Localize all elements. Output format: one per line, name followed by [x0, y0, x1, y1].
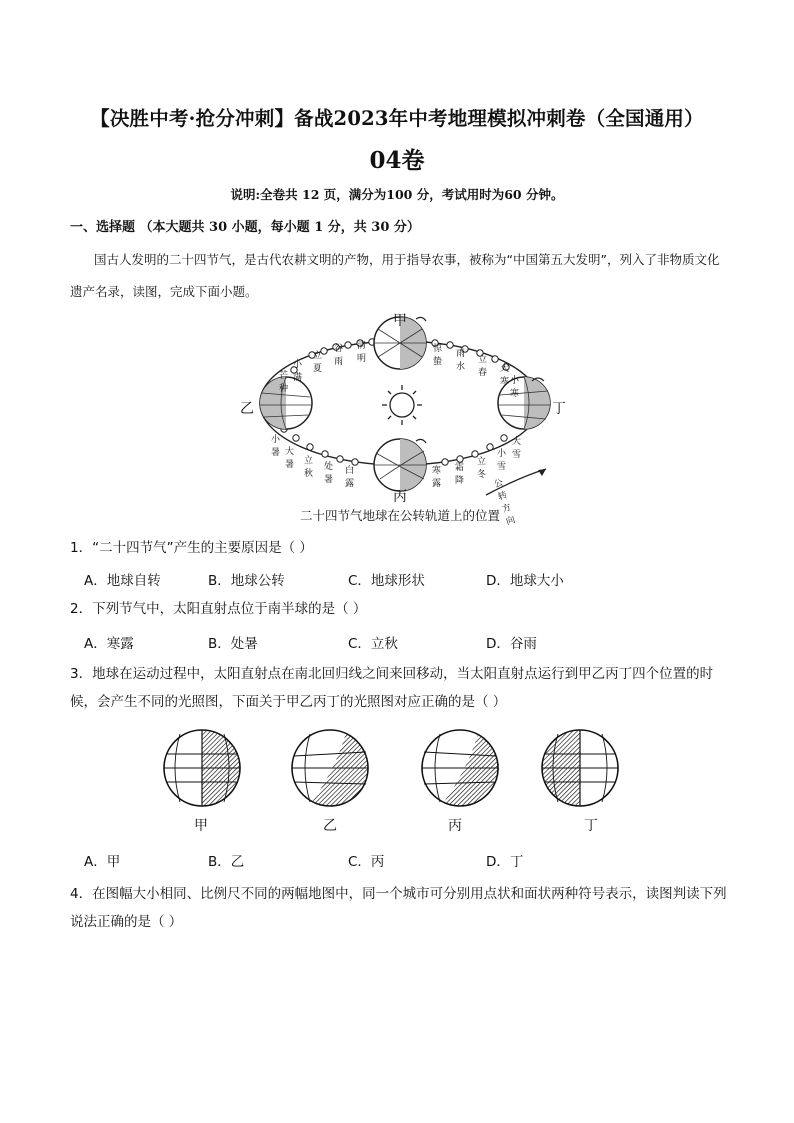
option-d[interactable]: D．谷雨: [486, 636, 537, 652]
sun-icon: [382, 385, 422, 425]
term-label: 大暑: [285, 447, 295, 470]
option-b[interactable]: B．地球公转: [208, 573, 285, 589]
globe-option-bing: [422, 730, 499, 806]
exam-title: 【决胜中考·抢分冲刺】备战2023年中考地理模拟冲刺卷（全国通用）: [90, 107, 704, 130]
term-label: 寒露: [432, 466, 442, 489]
arrow-label: 公转方向: [492, 478, 517, 528]
option-b[interactable]: B．乙: [208, 854, 245, 870]
term-label: 小雪: [497, 449, 507, 472]
paper-code: 04卷: [369, 147, 425, 174]
term-label: 小满: [293, 360, 303, 383]
globe-option-ding: [542, 730, 618, 806]
globe-option-jia: [164, 730, 240, 806]
intro-paragraph: 国古人发明的二十四节气，是古代农耕文明的产物，用于指导农事，被称为“中国第五大发明”，列入了非物质文化遗产名录，读图，完成下面小题。: [70, 252, 720, 299]
option-a[interactable]: A．地球自转: [84, 573, 161, 589]
globe-label-bing: 丙: [448, 818, 462, 834]
term-label: 立春: [478, 355, 488, 378]
option-d[interactable]: D．地球大小: [486, 573, 564, 589]
globe-option-yi: [292, 730, 368, 806]
term-label: 立冬: [477, 457, 487, 480]
term-label: 小暑: [271, 435, 281, 458]
term-label: 大雪: [512, 437, 522, 460]
term-label: 霜降: [455, 463, 465, 486]
option-c[interactable]: C．地球形状: [348, 573, 425, 589]
position-label-ding: 丁: [552, 401, 566, 417]
question-1-stem: 1．“二十四节气”产生的主要原因是（ ）: [70, 540, 313, 556]
term-label: 处暑: [324, 462, 334, 485]
position-label-yi: 乙: [240, 401, 254, 417]
exam-description: 说明:全卷共 12 页，满分为100 分，考试用时为60 分钟。: [230, 187, 564, 202]
position-label-bing: 丙: [393, 489, 407, 505]
term-label: 白露: [345, 466, 355, 489]
globe-label-jia: 甲: [194, 818, 208, 834]
option-a[interactable]: A．甲: [84, 854, 121, 870]
figure-caption: 二十四节气地球在公转轨道上的位置: [299, 508, 500, 523]
globe-label-yi: 乙: [323, 818, 337, 834]
term-label: 清明: [357, 341, 367, 364]
question-3-stem: 3．地球在运动过程中，太阳直射点在南北回归线之间来回移动，当太阳直射点运行到甲乙丙丁四个位置的时候，会产生不同的光照图，下面关于甲乙丙丁的光照图对应正确的是（ ）: [70, 666, 714, 710]
option-c[interactable]: C．立秋: [348, 636, 398, 652]
term-label: 立秋: [304, 456, 314, 479]
globe-bing: [374, 439, 426, 491]
term-label: 雨水: [456, 349, 466, 372]
option-a[interactable]: A．寒露: [84, 636, 134, 652]
illumination-globes: [150, 728, 620, 810]
term-label: 大寒: [500, 364, 510, 387]
term-label: 谷雨: [334, 344, 344, 367]
section-heading: 一、选择题 （本大题共 30 小题，每小题 1 分，共 30 分）: [70, 220, 420, 235]
term-label: 惊蛰: [433, 344, 443, 367]
option-d[interactable]: D．丁: [486, 854, 524, 870]
question-2-stem: 2．下列节气中，太阳直射点位于南半球的是（ ）: [70, 601, 367, 617]
question-4-stem: 4．在图幅大小相同、比例尺不同的两幅地图中，同一个城市可分别用点状和面状两种符号表示，读图判读下列说法正确的是（ ）: [70, 886, 727, 930]
term-label: 小寒: [510, 376, 520, 399]
position-label-jia: 甲: [393, 313, 407, 329]
option-c[interactable]: C．丙: [348, 854, 385, 870]
globe-label-ding: 丁: [584, 818, 598, 834]
option-b[interactable]: B．处暑: [208, 636, 258, 652]
term-label: 芒种: [279, 371, 289, 394]
term-label: 立夏: [313, 351, 323, 374]
